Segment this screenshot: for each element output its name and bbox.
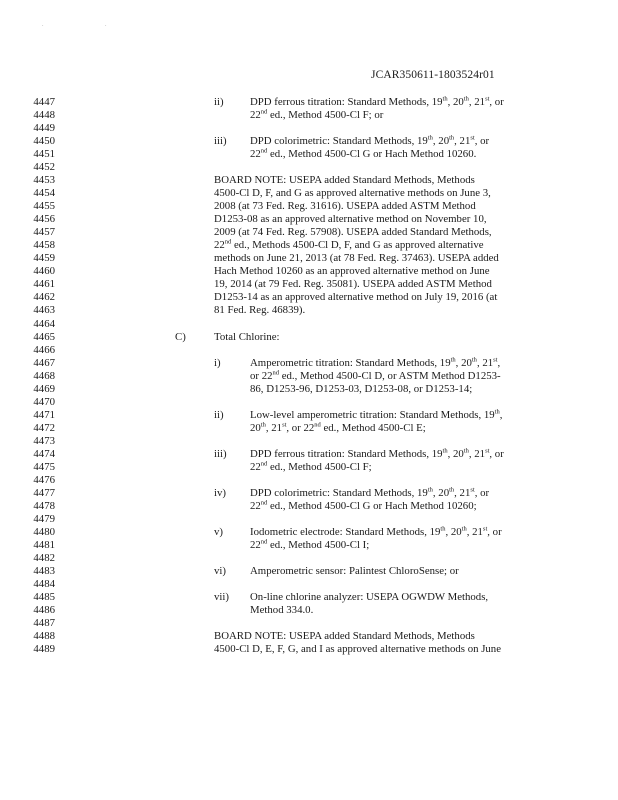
text-segment: ii) bbox=[214, 408, 224, 421]
text-segment: 22nd ed., Method 4500-Cl G or Hach Method 10260. bbox=[250, 147, 477, 161]
line-number: 4487 bbox=[33, 617, 55, 630]
text-segment: Low-level amperometric titration: Standard Methods, 19th, bbox=[250, 408, 503, 421]
text-segment: DPD ferrous titration: Standard Methods, 19th, 20th, 21st, or bbox=[250, 95, 504, 108]
text-segment: C) bbox=[175, 330, 186, 343]
text-segment: vii) bbox=[214, 591, 229, 604]
line-number: 4462 bbox=[33, 291, 55, 304]
text-segment: DPD ferrous titration: Standard Methods, 19th, 20th, 21st, or bbox=[250, 447, 504, 460]
line-number: 4452 bbox=[33, 161, 55, 174]
text-segment: Iodometric electrode: Standard Methods, 19th, 20th, 21st, or bbox=[250, 525, 502, 538]
line-number: 4455 bbox=[33, 200, 55, 213]
line-number: 4470 bbox=[33, 395, 55, 408]
line-number: 4475 bbox=[33, 460, 55, 473]
text-segment: iii) bbox=[214, 447, 227, 460]
line-number: 4451 bbox=[33, 148, 55, 161]
line-number: 4450 bbox=[33, 135, 55, 148]
text-segment: vi) bbox=[214, 565, 226, 578]
line-number: 4458 bbox=[33, 239, 55, 252]
text-segment: D1253-14 as an approved alternative method on July 19, 2016 (at bbox=[214, 291, 498, 304]
text-segment: Amperometric titration: Standard Methods, 19th, 20th, 21st, bbox=[250, 356, 501, 369]
text-segment: 2008 (at 73 Fed. Reg. 31616). USEPA added ASTM Method bbox=[214, 200, 476, 213]
line-number: 4485 bbox=[33, 591, 55, 604]
line-number: 4466 bbox=[33, 343, 55, 356]
line-number: 4484 bbox=[33, 578, 55, 591]
line-number: 4453 bbox=[33, 174, 55, 187]
line-number: 4489 bbox=[33, 643, 55, 656]
text-segment: 2009 (at 74 Fed. Reg. 57908). USEPA added Standard Methods, bbox=[214, 226, 492, 239]
text-segment: iv) bbox=[214, 486, 226, 499]
line-number: 4471 bbox=[33, 408, 55, 421]
line-number: 4460 bbox=[33, 265, 55, 278]
scan-marks: . . bbox=[42, 22, 137, 28]
text-segment: 19, 2014 (at 79 Fed. Reg. 35081). USEPA added ASTM Method bbox=[214, 278, 492, 291]
line-number: 4476 bbox=[33, 473, 55, 486]
line-number: 4467 bbox=[33, 356, 55, 369]
text-segment: DPD colorimetric: Standard Methods, 19th, 20th, 21st, or bbox=[250, 134, 490, 148]
line-number: 4473 bbox=[33, 434, 55, 447]
text-segment: Amperometric sensor: Palintest ChloroSense; or bbox=[250, 565, 459, 578]
text-segment: D1253-08 as an approved alternative method on November 10, bbox=[214, 213, 487, 226]
line-number: 4454 bbox=[33, 187, 55, 200]
text-segment: 4500-Cl D, E, F, G, and I as approved alternative methods on June bbox=[214, 643, 501, 656]
line-number: 4481 bbox=[33, 539, 55, 552]
text-segment: 22nd ed., Method 4500-Cl G or Hach Method 10260; bbox=[250, 499, 477, 512]
line-number: 4447 bbox=[33, 96, 55, 108]
text-segment: DPD colorimetric: Standard Methods, 19th, 20th, 21st, or bbox=[250, 486, 490, 499]
text-segment: 22nd ed., Method 4500-Cl I; bbox=[250, 538, 370, 552]
text-segment: 4500-Cl D, F, and G as approved alternative methods on June 3, bbox=[214, 187, 491, 200]
line-number: 4483 bbox=[33, 565, 55, 578]
line-number: 4479 bbox=[33, 512, 55, 525]
line-number: 4457 bbox=[33, 226, 55, 239]
text-segment: 20th, 21st, or 22nd ed., Method 4500-Cl E; bbox=[250, 421, 426, 434]
line-number: 4459 bbox=[33, 252, 55, 265]
text-segment: 22nd ed., Method 4500-Cl F; bbox=[250, 460, 372, 473]
text-segment: Method 334.0. bbox=[250, 604, 314, 617]
text-segment: or 22nd ed., Method 4500-Cl D, or ASTM Method D1253- bbox=[250, 369, 501, 382]
line-number: 4449 bbox=[33, 122, 55, 135]
line-number: 4480 bbox=[33, 525, 55, 538]
document-id-header: JCAR350611-1803524r01 bbox=[371, 69, 495, 81]
line-number: 4456 bbox=[33, 213, 55, 226]
line-number: 4463 bbox=[33, 304, 55, 317]
line-number: 4472 bbox=[33, 421, 55, 434]
line-number: 4468 bbox=[33, 369, 55, 382]
line-number: 4482 bbox=[33, 552, 55, 565]
line-number: 4477 bbox=[33, 486, 55, 499]
line-number: 4461 bbox=[33, 278, 55, 291]
text-segment: BOARD NOTE: USEPA added Standard Methods, Methods bbox=[214, 174, 475, 187]
text-segment: 86, D1253-96, D1253-03, D1253-08, or D1253-14; bbox=[250, 382, 473, 395]
line-number: 4469 bbox=[33, 382, 55, 395]
text-segment: ii) bbox=[214, 96, 224, 108]
line-number: 4465 bbox=[33, 330, 55, 343]
text-segment: i) bbox=[214, 356, 221, 369]
line-number: 4464 bbox=[33, 317, 55, 330]
line-number: 4474 bbox=[33, 447, 55, 460]
text-segment: Total Chlorine: bbox=[214, 330, 280, 343]
text-segment: iii) bbox=[214, 135, 227, 148]
text-segment: 22nd ed., Method 4500-Cl F; or bbox=[250, 108, 384, 122]
text-segment: 22nd ed., Methods 4500-Cl D, F, and G as approved alternative bbox=[214, 238, 484, 252]
line-number: 4478 bbox=[33, 499, 55, 512]
line-number: 4448 bbox=[33, 109, 55, 122]
line-number: 4488 bbox=[33, 630, 55, 643]
text-segment: On-line chlorine analyzer: USEPA OGWDW Methods, bbox=[250, 591, 489, 604]
line-number: 4486 bbox=[33, 604, 55, 617]
text-segment: Hach Method 10260 as an approved alternative method on June bbox=[214, 265, 490, 278]
text-segment: 81 Fed. Reg. 46839). bbox=[214, 304, 306, 317]
text-segment: v) bbox=[214, 525, 223, 538]
text-segment: methods on June 21, 2013 (at 78 Fed. Reg. 37463). USEPA added bbox=[214, 252, 499, 265]
text-segment: BOARD NOTE: USEPA added Standard Methods, Methods bbox=[214, 630, 475, 643]
